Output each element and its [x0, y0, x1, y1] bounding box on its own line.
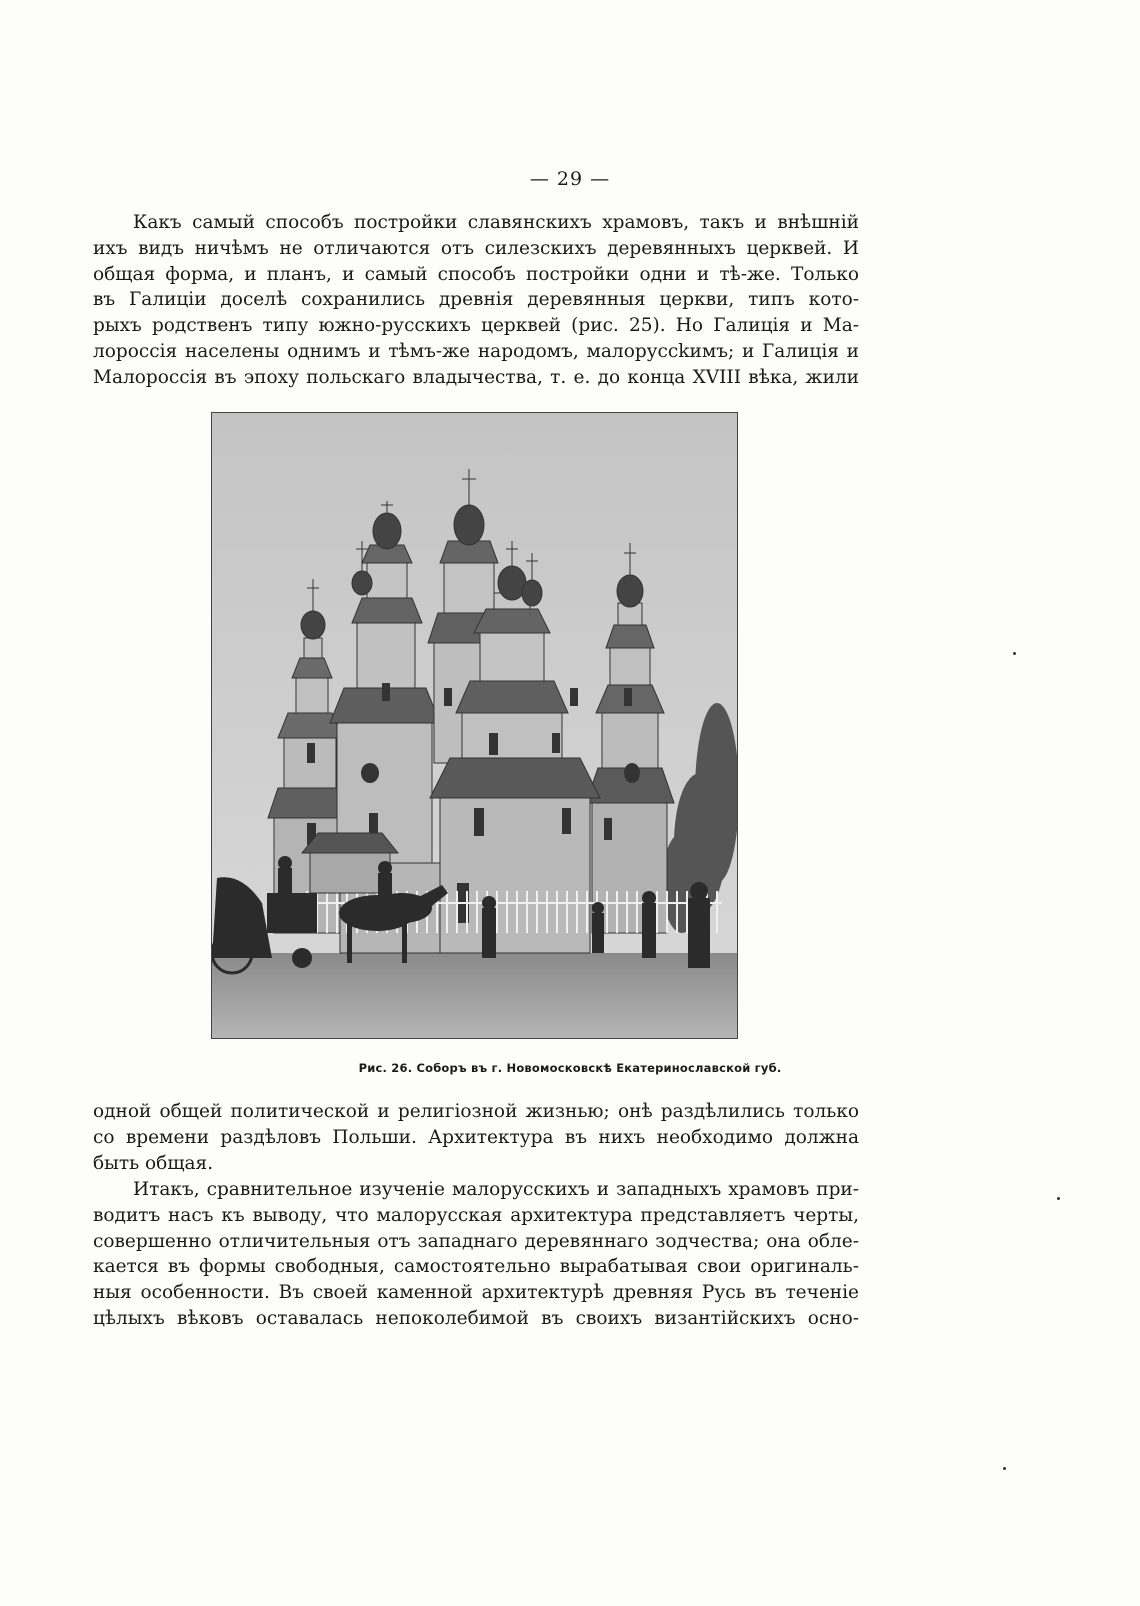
text-line: въ Галиціи доселѣ сохранились древнія деревянныя церкви, типъ кото- — [93, 289, 859, 311]
text-line: Какъ самый способъ постройки славянскихъ храмовъ, такъ и внѣшній — [133, 212, 859, 233]
text-line: Малороссія въ эпоху польскаго владычества, т. е. до конца XVIII вѣка, жили — [93, 366, 859, 388]
text-line: со времени раздѣловъ Польши. Архитектура въ нихъ необходимо должна — [93, 1126, 859, 1148]
cathedral-photograph — [211, 412, 738, 1039]
text-line: совершенно отличительныя отъ западнаго деревяннаго зодчества; она обле- — [93, 1230, 859, 1252]
page-number: — 29 — — [529, 168, 611, 190]
text-line: общая форма, и планъ, и самый способъ постройки одни и тѣ-же. Только — [93, 263, 859, 285]
text-line: кается въ формы свободныя, самостоятельно вырабатывая свои оригиналь- — [93, 1256, 859, 1278]
text-line: ныя особенности. Въ своей каменной архитектурѣ древняя Русь въ теченіе — [93, 1282, 859, 1304]
scan-speck — [1003, 1467, 1006, 1470]
text-line: одной общей политической и религіозной жизнью; онѣ раздѣлились только — [93, 1101, 859, 1122]
text-line: цѣлыхъ вѣковъ оставалась непоколебимой въ своихъ византійскихъ осно- — [93, 1307, 859, 1329]
scan-speck — [1013, 652, 1016, 655]
scan-speck — [1057, 1197, 1060, 1200]
text-line: рыхъ родственъ типу южно-русскихъ церквей (рис. 25). Но Галиція и Ма- — [93, 315, 859, 337]
paragraph-3 — [93, 1177, 859, 1332]
paragraph-1 — [93, 210, 859, 391]
text-line: водитъ насъ къ выводу, что малорусская архитектура представляетъ черты, — [93, 1204, 859, 1226]
text-line: быть общая. — [93, 1152, 214, 1174]
paragraph-2 — [93, 1099, 859, 1176]
cathedral-illustration — [212, 413, 737, 1038]
text-line: лороссія населены однимъ и тѣмъ-же народомъ, малоруссkимъ; и Галиція и — [93, 340, 859, 362]
text-line: Итакъ, сравнительное изученіе малорусскихъ и западныхъ храмовъ при- — [133, 1179, 859, 1200]
text-line: ихъ видъ ничѣмъ не отличаются отъ силезскихъ деревянныхъ церквей. И — [93, 237, 859, 259]
figure-caption: Рис. 26. Соборъ въ г. Новомосковскѣ Екатеринославской губ. — [358, 1061, 782, 1075]
